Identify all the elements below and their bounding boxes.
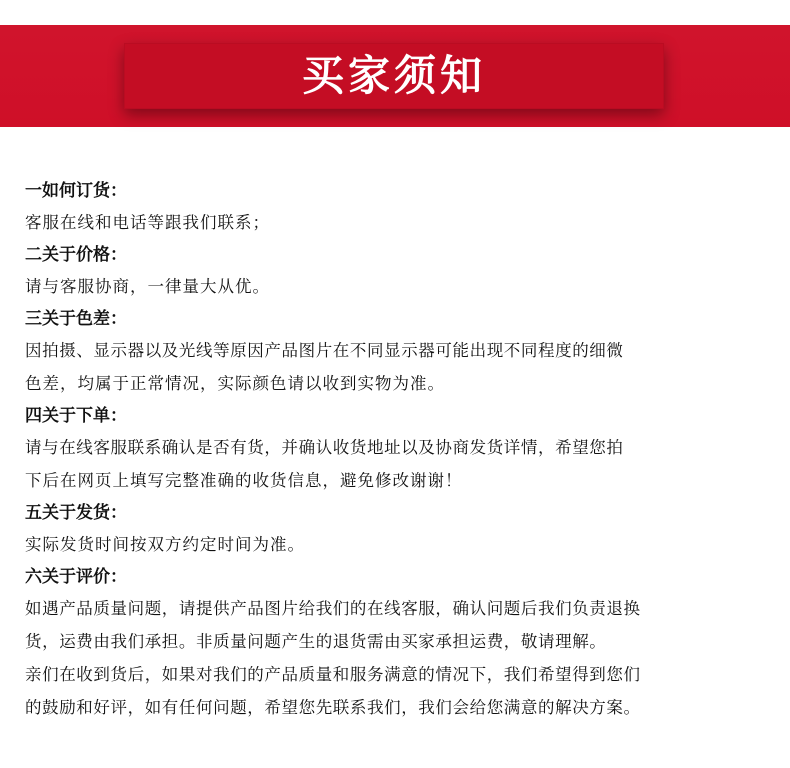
section-text-line: 亲们在收到货后，如果对我们的产品质量和服务满意的情况下，我们希望得到您们 bbox=[25, 665, 641, 684]
section-heading: 五关于发货： bbox=[25, 503, 127, 523]
section-heading: 一如何订货： bbox=[25, 181, 127, 201]
section-ordering bbox=[25, 401, 780, 497]
section-text-line: 因拍摄、显示器以及光线等原因产品图片在不同显示器可能出现不同程度的细微 bbox=[25, 341, 624, 360]
section-text: 客服在线和电话等跟我们联系； bbox=[25, 213, 270, 232]
section-text-line: 色差，均属于正常情况，实际颜色请以收到实物为准。 bbox=[25, 374, 445, 393]
title-banner bbox=[0, 25, 790, 127]
section-heading: 四关于下单： bbox=[25, 406, 127, 426]
section-shipping bbox=[25, 498, 780, 561]
section-text: 请与客服协商，一律量大从优。 bbox=[25, 277, 270, 296]
notice-content bbox=[25, 176, 780, 725]
section-heading: 三关于色差： bbox=[25, 309, 127, 329]
section-text-line: 下后在网页上填写完整准确的收货信息，避免修改谢谢！ bbox=[25, 471, 463, 490]
title-panel bbox=[124, 43, 664, 109]
section-heading: 二关于价格： bbox=[25, 245, 127, 265]
section-review bbox=[25, 562, 780, 724]
section-text: 实际发货时间按双方约定时间为准。 bbox=[25, 535, 305, 554]
section-order bbox=[25, 176, 780, 239]
section-color bbox=[25, 304, 780, 400]
section-text-line: 如遇产品质量问题，请提供产品图片给我们的在线客服，确认问题后我们负责退换 bbox=[25, 599, 641, 618]
page-title: 买家须知 bbox=[301, 51, 486, 100]
section-price bbox=[25, 240, 780, 303]
section-text-line: 的鼓励和好评，如有任何问题，希望您先联系我们，我们会给您满意的解决方案。 bbox=[25, 698, 641, 717]
section-heading: 六关于评价： bbox=[25, 567, 127, 587]
section-text-line: 货，运费由我们承担。非质量问题产生的退货需由买家承担运费，敬请理解。 bbox=[25, 632, 607, 651]
section-text-line: 请与在线客服联系确认是否有货，并确认收货地址以及协商发货详情，希望您拍 bbox=[25, 438, 624, 457]
